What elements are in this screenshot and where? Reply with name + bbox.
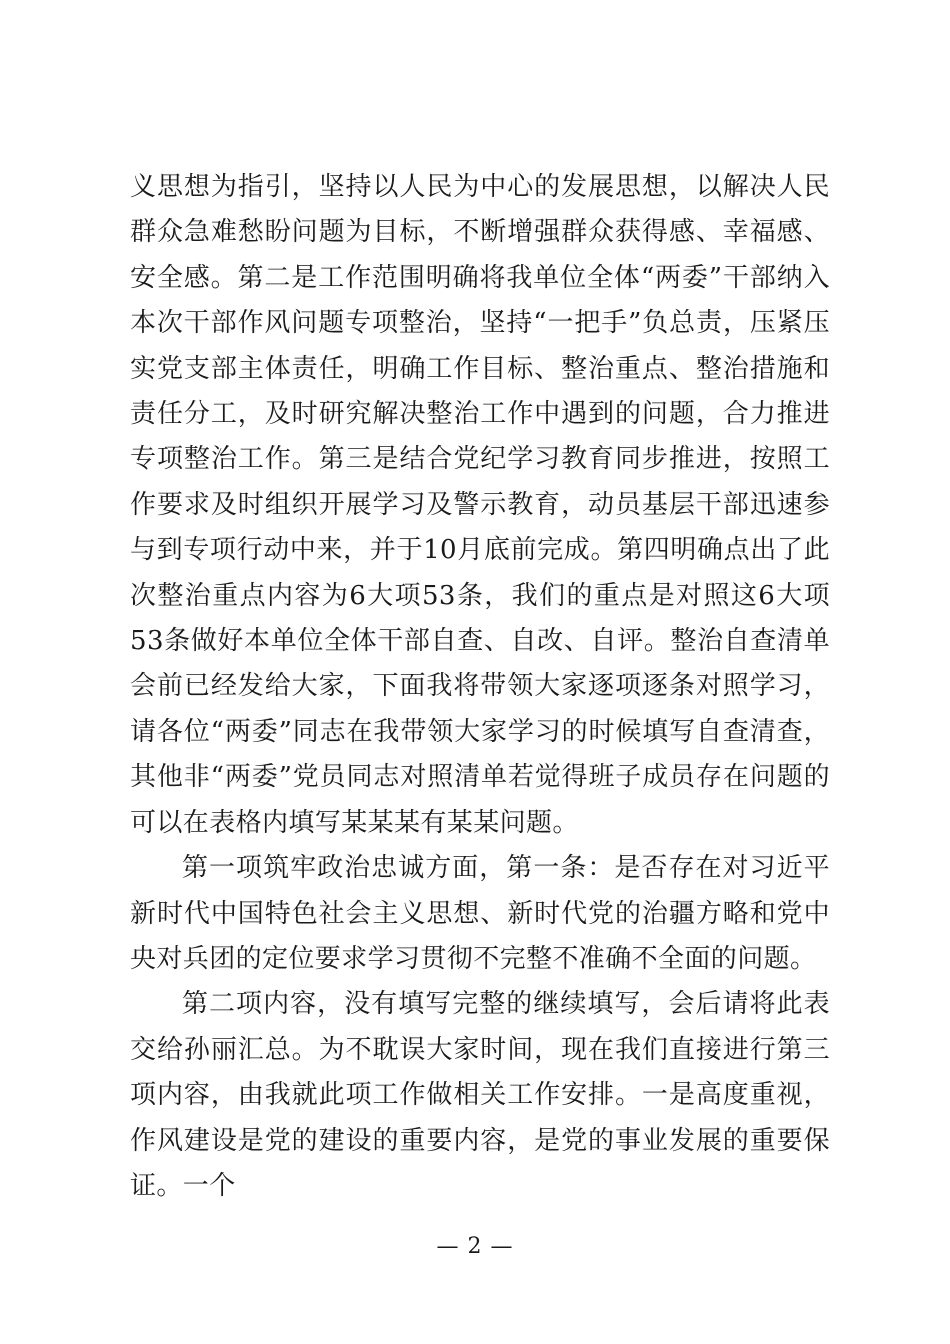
page-number: — 2 — [436,1234,514,1259]
paragraph-2: 第一项筑牢政治忠诚方面，第一条：是否存在对习近平新时代中国特色社会主义思想、新时代党的治疆方略和党中央对兵团的定位要求学习贯彻不完整不准确不全面的问题。 [130,853,830,974]
paragraph-3: 第二项内容，没有填写完整的继续填写，会后请将此表交给孙丽汇总。为不耽误大家时间，现在我们直接进行第三项内容，由我就此项工作做相关工作安排。一是高度重视，作风建设是党的建设的重要内容，是党的事业发展的重要保证。一个 [130,989,830,1201]
paragraph-1: 义思想为指引，坚持以人民为中心的发展思想，以解决人民群众急难愁盼问题为目标，不断增强群众获得感、幸福感、安全感。第二是工作范围明确将我单位全体“两委”干部纳入本次干部作风问题专项整治，坚持“一把手”负总责，压紧压实党支部主体责任，明确工作目标、整治重点、整治措施和责任分工，及时研究解决整治工作中遇到的问题，合力推进专项整治工作。第三是结合党纪学习教育同步推进，按照工作要求及时组织开展学习及警示教育，动员基层干部迅速参与到专项行动中来，并于10月底前完成。第四明确点出了此次整治重点内容为6大项53条，我们的重点是对照这6大项53条做好本单位全体干部自查、自改、自评。整治自查清单会前已经发给大家，下面我将带领大家逐项逐条对照学习，请各位“两委”同志在我带领大家学习的时候填写自查清查，其他非“两委”党员同志对照清单若觉得班子成员存在问题的可以在表格内填写某某某有某某问题。 [130,172,830,838]
body-text [130,165,830,1209]
